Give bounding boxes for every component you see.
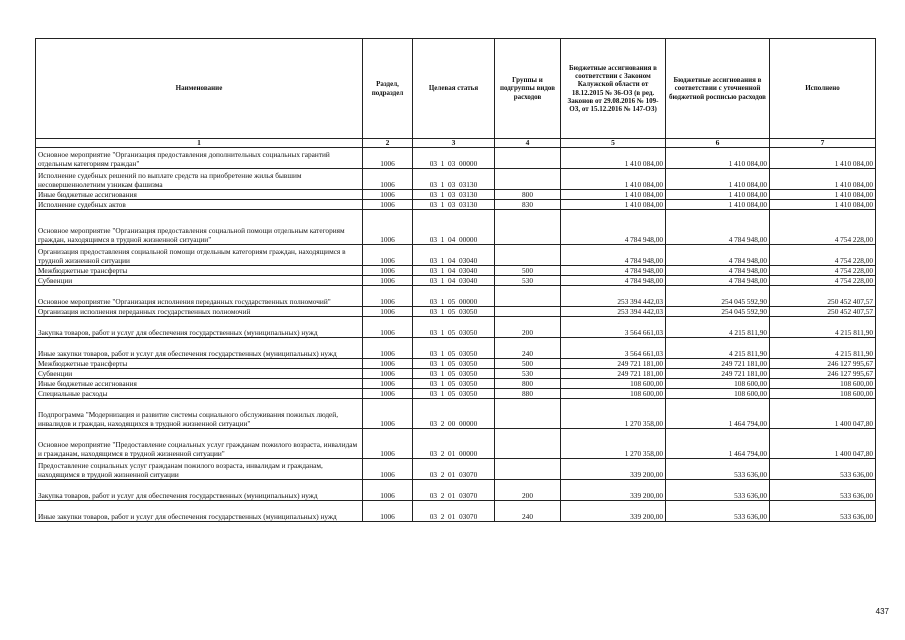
cell-section: 1006 — [363, 389, 413, 399]
cell-target: 03 1 05 00000 — [413, 286, 495, 307]
cell-budget-updated: 108 600,00 — [666, 379, 770, 389]
cell-executed: 246 127 995,67 — [770, 369, 876, 379]
table-row — [36, 389, 876, 399]
cell-budget-updated: 249 721 181,00 — [666, 359, 770, 369]
cell-name: Организация исполнения переданных государственных полномочий — [36, 307, 363, 317]
cell-section: 1006 — [363, 369, 413, 379]
column-number: 3 — [413, 139, 495, 148]
cell-budget-law: 1 410 084,00 — [561, 148, 666, 169]
column-number: 6 — [666, 139, 770, 148]
cell-section: 1006 — [363, 148, 413, 169]
header-budget-updated: Бюджетные ассигнования в соответствии с уточненной бюджетной росписью расходов — [666, 39, 770, 139]
cell-budget-updated: 249 721 181,00 — [666, 369, 770, 379]
cell-name: Основное мероприятие "Предоставление социальных услуг гражданам пожилого возраста, инвалидам и гражданам, находящимся в трудной жизненной ситуации" — [36, 429, 363, 459]
cell-target: 03 2 01 03070 — [413, 501, 495, 522]
cell-budget-law: 3 564 661,03 — [561, 338, 666, 359]
cell-executed: 4 754 228,00 — [770, 245, 876, 266]
cell-executed: 4 754 228,00 — [770, 276, 876, 286]
cell-executed: 246 127 995,67 — [770, 359, 876, 369]
cell-section: 1006 — [363, 399, 413, 429]
cell-budget-law: 1 410 084,00 — [561, 169, 666, 190]
cell-group — [495, 307, 561, 317]
cell-executed: 108 600,00 — [770, 389, 876, 399]
cell-target: 03 1 03 03130 — [413, 200, 495, 210]
cell-target: 03 2 01 00000 — [413, 429, 495, 459]
table-row — [36, 379, 876, 389]
cell-budget-law: 339 200,00 — [561, 501, 666, 522]
cell-section: 1006 — [363, 338, 413, 359]
cell-name: Исполнение судебных актов — [36, 200, 363, 210]
cell-section: 1006 — [363, 307, 413, 317]
cell-name: Исполнение судебных решений по выплате средств на приобретение жилья бывшим несовершеннолетним узникам фашизма — [36, 169, 363, 190]
cell-budget-updated: 533 636,00 — [666, 480, 770, 501]
cell-budget-law: 3 564 661,03 — [561, 317, 666, 338]
table-header — [36, 39, 876, 148]
table-row — [36, 245, 876, 266]
cell-group — [495, 148, 561, 169]
table-row — [36, 169, 876, 190]
header-budget-law: Бюджетные ассигнования в соответствии с Законом Калужской области от 18.12.2015 № 36-ОЗ (в ред. Законов от 29.08.2016 № 109-ОЗ, от 15.12.2016 № 147-ОЗ) — [561, 39, 666, 139]
cell-target: 03 1 05 03050 — [413, 359, 495, 369]
cell-budget-updated: 4 215 811,90 — [666, 338, 770, 359]
table-row — [36, 429, 876, 459]
cell-group: 500 — [495, 266, 561, 276]
cell-budget-updated: 1 464 794,00 — [666, 399, 770, 429]
table-row — [36, 266, 876, 276]
cell-target: 03 1 03 03130 — [413, 169, 495, 190]
cell-budget-updated: 1 410 084,00 — [666, 148, 770, 169]
cell-budget-law: 108 600,00 — [561, 389, 666, 399]
cell-budget-updated: 4 784 948,00 — [666, 266, 770, 276]
cell-budget-law: 4 784 948,00 — [561, 276, 666, 286]
cell-name: Закупка товаров, работ и услуг для обеспечения государственных (муниципальных) нужд — [36, 480, 363, 501]
cell-executed: 1 400 047,80 — [770, 399, 876, 429]
table-row — [36, 338, 876, 359]
cell-executed: 4 754 228,00 — [770, 266, 876, 276]
cell-executed: 533 636,00 — [770, 501, 876, 522]
cell-name: Специальные расходы — [36, 389, 363, 399]
cell-name: Основное мероприятие "Организация предоставления дополнительных социальных гарантий отдельным категориям граждан" — [36, 148, 363, 169]
cell-budget-law: 4 784 948,00 — [561, 266, 666, 276]
table-row — [36, 480, 876, 501]
cell-target: 03 1 04 03040 — [413, 245, 495, 266]
cell-target: 03 1 04 00000 — [413, 210, 495, 245]
cell-name: Иные закупки товаров, работ и услуг для обеспечения государственных (муниципальных) нужд — [36, 501, 363, 522]
cell-budget-law: 1 410 084,00 — [561, 200, 666, 210]
cell-name: Межбюджетные трансферты — [36, 266, 363, 276]
table-body — [36, 148, 876, 522]
cell-target: 03 1 05 03050 — [413, 379, 495, 389]
cell-budget-updated: 108 600,00 — [666, 389, 770, 399]
cell-budget-updated: 4 784 948,00 — [666, 210, 770, 245]
cell-section: 1006 — [363, 317, 413, 338]
cell-group: 500 — [495, 359, 561, 369]
cell-name: Иные закупки товаров, работ и услуг для обеспечения государственных (муниципальных) нужд — [36, 338, 363, 359]
header-section: Раздел, подраздел — [363, 39, 413, 139]
cell-budget-updated: 4 215 811,90 — [666, 317, 770, 338]
cell-target: 03 1 05 03050 — [413, 338, 495, 359]
cell-budget-law: 339 200,00 — [561, 480, 666, 501]
table-row — [36, 190, 876, 200]
cell-group — [495, 210, 561, 245]
cell-budget-updated: 1 410 084,00 — [666, 169, 770, 190]
cell-section: 1006 — [363, 379, 413, 389]
header-executed: Исполнено — [770, 39, 876, 139]
cell-section: 1006 — [363, 276, 413, 286]
cell-executed: 4 215 811,90 — [770, 317, 876, 338]
cell-group — [495, 429, 561, 459]
column-number: 5 — [561, 139, 666, 148]
cell-target: 03 1 03 03130 — [413, 190, 495, 200]
cell-target: 03 1 05 03050 — [413, 369, 495, 379]
cell-name: Межбюджетные трансферты — [36, 359, 363, 369]
table-row — [36, 200, 876, 210]
column-number: 1 — [36, 139, 363, 148]
cell-budget-law: 108 600,00 — [561, 379, 666, 389]
cell-budget-law: 249 721 181,00 — [561, 369, 666, 379]
cell-section: 1006 — [363, 169, 413, 190]
cell-budget-updated: 254 045 592,90 — [666, 307, 770, 317]
cell-group: 800 — [495, 190, 561, 200]
cell-budget-updated: 533 636,00 — [666, 501, 770, 522]
cell-name: Иные бюджетные ассигнования — [36, 190, 363, 200]
table-row — [36, 459, 876, 480]
cell-executed: 1 410 084,00 — [770, 200, 876, 210]
cell-group — [495, 399, 561, 429]
cell-section: 1006 — [363, 359, 413, 369]
cell-executed: 533 636,00 — [770, 459, 876, 480]
cell-executed: 533 636,00 — [770, 480, 876, 501]
cell-group: 800 — [495, 379, 561, 389]
cell-budget-updated: 4 784 948,00 — [666, 276, 770, 286]
cell-name: Предоставление социальных услуг гражданам пожилого возраста, инвалидам и гражданам, находящимся в трудной жизненной ситуации — [36, 459, 363, 480]
table-row — [36, 369, 876, 379]
table-row — [36, 317, 876, 338]
table-row — [36, 286, 876, 307]
cell-executed: 1 410 084,00 — [770, 190, 876, 200]
cell-group — [495, 245, 561, 266]
cell-section: 1006 — [363, 266, 413, 276]
cell-name: Основное мероприятие "Организация исполнения переданных государственных полномочий" — [36, 286, 363, 307]
header-target: Целевая статья — [413, 39, 495, 139]
cell-group: 200 — [495, 317, 561, 338]
cell-group: 830 — [495, 200, 561, 210]
cell-target: 03 1 05 03050 — [413, 389, 495, 399]
table-row — [36, 399, 876, 429]
cell-budget-law: 4 784 948,00 — [561, 245, 666, 266]
cell-group: 530 — [495, 276, 561, 286]
cell-group: 200 — [495, 480, 561, 501]
cell-executed: 250 452 407,57 — [770, 307, 876, 317]
cell-section: 1006 — [363, 429, 413, 459]
cell-budget-law: 253 394 442,03 — [561, 307, 666, 317]
cell-budget-updated: 4 784 948,00 — [666, 245, 770, 266]
cell-executed: 1 410 084,00 — [770, 148, 876, 169]
column-number: 4 — [495, 139, 561, 148]
header-name: Наименование — [36, 39, 363, 139]
cell-budget-updated: 1 410 084,00 — [666, 200, 770, 210]
header-group: Группы и подгруппы видов расходов — [495, 39, 561, 139]
cell-group: 240 — [495, 338, 561, 359]
cell-name: Субвенции — [36, 276, 363, 286]
cell-executed: 1 410 084,00 — [770, 169, 876, 190]
cell-group: 530 — [495, 369, 561, 379]
budget-execution-table — [35, 38, 876, 522]
cell-section: 1006 — [363, 501, 413, 522]
table-row — [36, 307, 876, 317]
cell-executed: 108 600,00 — [770, 379, 876, 389]
cell-section: 1006 — [363, 190, 413, 200]
cell-executed: 4 754 228,00 — [770, 210, 876, 245]
cell-target: 03 2 00 00000 — [413, 399, 495, 429]
table-row — [36, 359, 876, 369]
cell-section: 1006 — [363, 245, 413, 266]
cell-budget-updated: 254 045 592,90 — [666, 286, 770, 307]
cell-section: 1006 — [363, 459, 413, 480]
cell-budget-law: 1 270 358,00 — [561, 429, 666, 459]
cell-target: 03 1 04 03040 — [413, 266, 495, 276]
cell-executed: 250 452 407,57 — [770, 286, 876, 307]
column-number: 7 — [770, 139, 876, 148]
cell-budget-updated: 1 410 084,00 — [666, 190, 770, 200]
cell-name: Иные бюджетные ассигнования — [36, 379, 363, 389]
cell-target: 03 1 05 03050 — [413, 317, 495, 338]
cell-group: 880 — [495, 389, 561, 399]
cell-group — [495, 169, 561, 190]
cell-budget-law: 253 394 442,03 — [561, 286, 666, 307]
cell-target: 03 2 01 03070 — [413, 459, 495, 480]
cell-budget-law: 249 721 181,00 — [561, 359, 666, 369]
table-row — [36, 148, 876, 169]
cell-name: Субвенции — [36, 369, 363, 379]
cell-group — [495, 459, 561, 480]
cell-budget-law: 1 410 084,00 — [561, 190, 666, 200]
cell-budget-updated: 1 464 794,00 — [666, 429, 770, 459]
cell-name: Основное мероприятие "Организация предоставления социальной помощи отдельным категориям граждан, находящимся в трудной жизненной ситуации" — [36, 210, 363, 245]
cell-budget-law: 4 784 948,00 — [561, 210, 666, 245]
cell-name: Организация предоставления социальной помощи отдельным категориям граждан, находящимся в трудной жизненной ситуации — [36, 245, 363, 266]
cell-group — [495, 286, 561, 307]
cell-group: 240 — [495, 501, 561, 522]
column-number: 2 — [363, 139, 413, 148]
table-row — [36, 210, 876, 245]
page-number: 437 — [875, 607, 889, 616]
cell-budget-law: 339 200,00 — [561, 459, 666, 480]
table-row — [36, 501, 876, 522]
cell-target: 03 1 05 03050 — [413, 307, 495, 317]
cell-budget-law: 1 270 358,00 — [561, 399, 666, 429]
cell-name: Подпрограмма "Модернизация и развитие системы социального обслуживания пожилых людей, инвалидов и граждан, находящихся в трудной жизненной ситуации" — [36, 399, 363, 429]
cell-executed: 4 215 811,90 — [770, 338, 876, 359]
cell-target: 03 1 03 00000 — [413, 148, 495, 169]
cell-section: 1006 — [363, 210, 413, 245]
cell-target: 03 1 04 03040 — [413, 276, 495, 286]
cell-section: 1006 — [363, 480, 413, 501]
cell-section: 1006 — [363, 286, 413, 307]
cell-executed: 1 400 047,80 — [770, 429, 876, 459]
cell-target: 03 2 01 03070 — [413, 480, 495, 501]
cell-budget-updated: 533 636,00 — [666, 459, 770, 480]
cell-name: Закупка товаров, работ и услуг для обеспечения государственных (муниципальных) нужд — [36, 317, 363, 338]
cell-section: 1006 — [363, 200, 413, 210]
table-row — [36, 276, 876, 286]
